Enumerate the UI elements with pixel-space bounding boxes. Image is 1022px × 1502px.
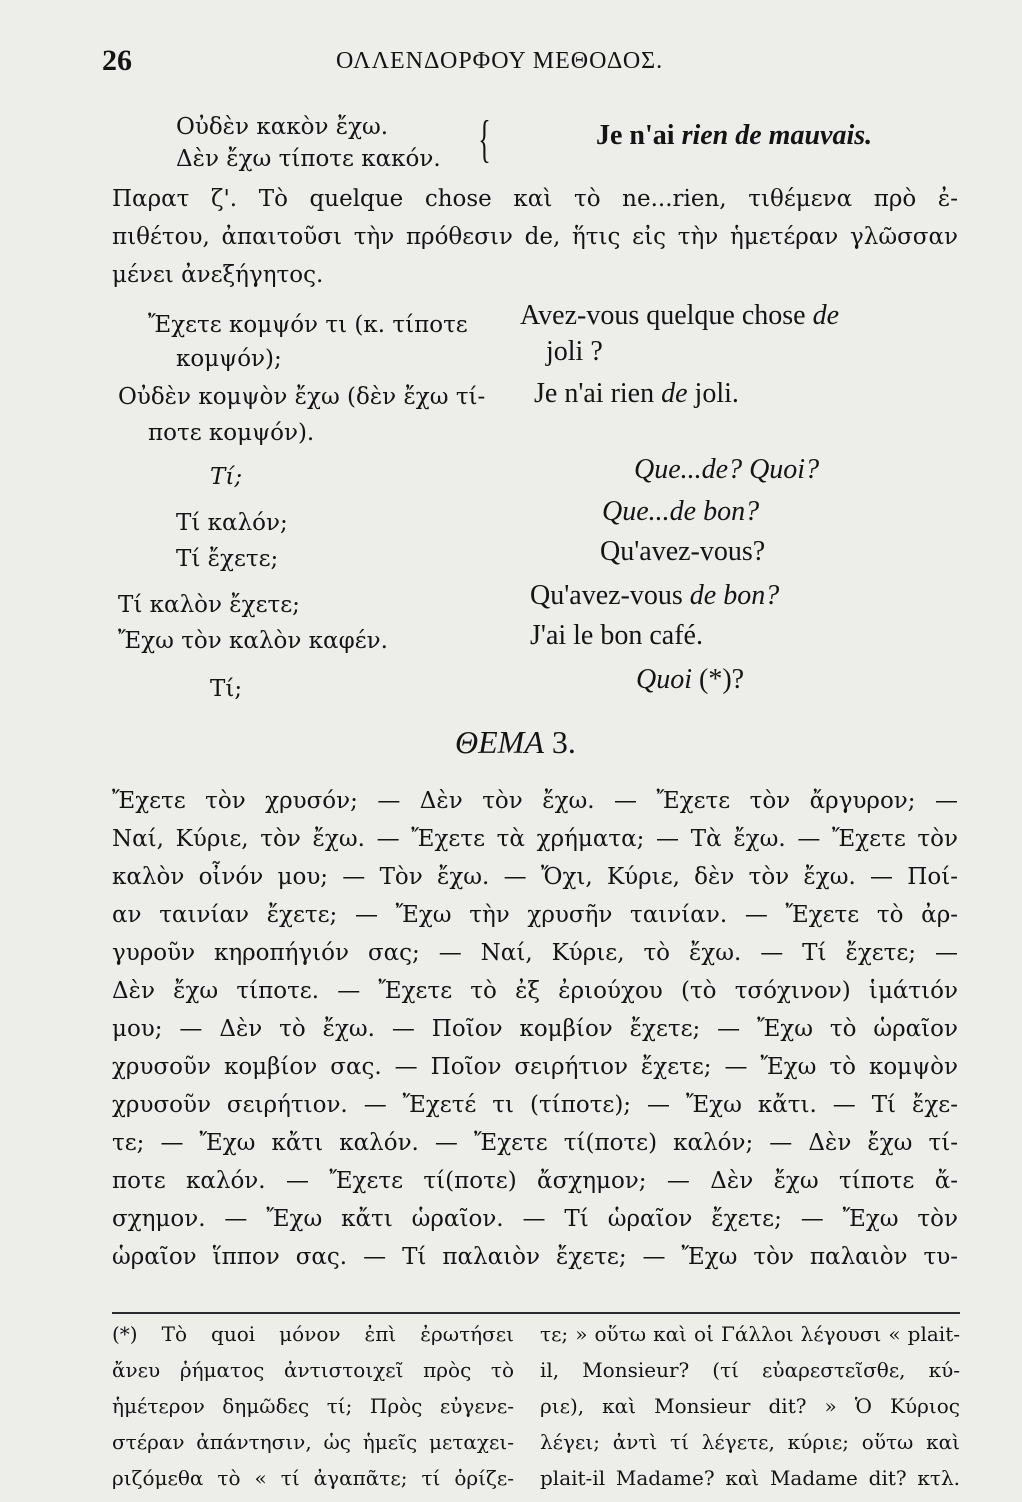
exercise-line: χρυσοῦν σειρήτιον. — Ἔχετέ τι (τίποτε); — Ἔχω κἄτι. — Τί ἔχε- [112,1092,958,1118]
footnote-line: στέραν ἀπάντησιν, ὡς ἡμεῖς μεταχει- [112,1430,514,1454]
intro-greek-line-1: Οὐδὲν κακὸν ἔχω. [176,114,389,140]
footnote-line: ἄνευ ῥήματος ἀντιστοιχεῖ πρὸς τὸ [112,1358,514,1382]
french-italic: de bon? [689,580,780,611]
exercise-line: ὡραῖον ἵππον σας. — Τί παλαιὸν ἔχετε; — Ἔχω τὸν παλαιὸν τυ- [112,1244,958,1270]
greek-line: Οὐδὲν κομψὸν ἔχω (δὲν ἔχω τί- [118,384,486,410]
greek-line: Τί; [210,676,243,702]
french-italic: de [812,300,840,331]
footnote-line: ἡμέτερον δημῶδες τί; Πρὸς εὐγενε- [112,1394,514,1418]
running-title: ΟΛΛΕΝΔΟΡΦΟΥ ΜΕΘΟΔΟΣ. [336,48,664,74]
remark-line: μένει ἀνεξήγητος. [112,262,324,288]
exercise-line: Δὲν ἔχω τίποτε. — Ἔχετε τὸ ἐξ ἐριούχου (τὸ τσόχινον) ἱμάτιόν [112,978,958,1004]
exercise-line: γυροῦν κηροπήγιόν σας; — Ναί, Κύριε, τὸ ἔχω. — Τί ἔχετε; — [112,940,958,966]
exercise-line: χρυσοῦν κομβίον σας. — Ποῖον σειρήτιον ἔχετε; — Ἔχω τὸ κομψὸν [112,1054,958,1080]
page-number: 26 [102,44,132,77]
greek-line: κομψόν); [176,346,282,372]
footnote-line: il, Monsieur? (τί εὐαρεστεῖσθε, κύ- [540,1358,960,1382]
greek-line: Ἔχετε κομψόν τι (κ. τίποτε [148,312,468,338]
greek-line: Ἔχω τὸν καλὸν καφέν. [118,628,388,654]
footnote-line: λέγει; ἀντὶ τί λέγετε, κύριε; οὕτω καὶ [540,1430,960,1454]
remark-paragraph [112,186,958,300]
intro-greek-line-2: Δὲν ἔχω τίποτε κακόν. [176,146,441,172]
french-line [530,580,779,612]
french-line [636,664,744,696]
french-italic: de [661,378,688,409]
exercise-line: Ἔχετε τὸν χρυσόν; — Δὲν τὸν ἔχω. — Ἔχετε τὸν ἄργυρον; — [112,788,958,814]
exercise-line: αν ταινίαν ἔχετε; — Ἔχω τὴν χρυσῆν ταινίαν. — Ἔχετε τὸ ἀρ- [112,902,958,928]
exercise-line: καλὸν οἶνόν μου; — Τὸν ἔχω. — Ὄχι, Κύριε, δὲν τὸν ἔχω. — Ποί- [112,864,958,890]
french-text: joli. [694,378,739,409]
intro-french-italic: rien de mauvais. [681,120,873,151]
exercise-line: Ναί, Κύριε, τὸν ἔχω. — Ἔχετε τὰ χρήματα; — Τὰ ἔχω. — Ἔχετε τὸν [112,826,958,852]
footnote-separator [112,1312,960,1314]
footnote-left-column [112,1322,514,1502]
theme-label: ΘΕΜΑ [455,724,544,760]
footnote-line: ριζόμεθα τὸ « τί ἀγαπᾶτε; τί ὁρίζε- [112,1466,514,1490]
french-line [534,378,739,410]
french-text: (*)? [699,664,745,695]
french-text: Qu'avez-vous [530,580,683,611]
greek-line: Τί ἔχετε; [176,546,279,572]
french-text: Avez-vous quelque chose [520,300,806,331]
exercise-line: σχημον. — Ἔχω κἄτι ὡραῖον. — Τί ὡραῖον ἔχετε; — Ἔχω τὸν [112,1206,958,1232]
intro-french-plain: Je n'ai [596,120,675,151]
exercise-paragraph [112,788,958,1282]
exercise-line: ποτε καλόν. — Ἔχετε τί(ποτε) ἄσχημον; — Δὲν ἔχω τίποτε ἄ- [112,1168,958,1194]
footnote-right-column [540,1322,960,1502]
french-line: Que...de? Quoi? [634,454,820,485]
french-text: Je n'ai rien [534,378,655,409]
remark-line: πιθέτου, ἀπαιτοῦσι τὴν πρόθεσιν de, ἥτις εἰς τὴν ἡμετέραν γλῶσσαν [112,224,958,250]
greek-line: ποτε κομψόν). [148,420,315,446]
french-line: Que...de bon? [602,496,760,527]
footnote-line: τε; » οὕτω καὶ οἱ Γάλλοι λέγουσι « plait- [540,1322,960,1346]
french-line: Qu'avez-vous? [600,536,766,567]
theme-heading [455,724,576,761]
french-italic: Quoi [636,664,692,695]
footnote-line: plait-il Madame? καὶ Madame dit? κτλ. [540,1466,960,1490]
french-line: joli ? [546,336,603,367]
remark-line: Παρατ ζ'. Τὸ quelque chose καὶ τὸ ne...rien, τιθέμενα πρὸ ἐ- [112,186,958,212]
french-line: J'ai le bon café. [530,620,703,651]
footnote-line: ριε), καὶ Monsieur dit? » Ὁ Κύριος [540,1394,960,1418]
greek-line: Τί καλόν; [176,510,288,536]
exercise-line: μου; — Δὲν τὸ ἔχω. — Ποῖον κομβίον ἔχετε; — Ἔχω τὸ ὡραῖον [112,1016,958,1042]
intro-french [596,120,872,152]
french-line [520,300,839,332]
greek-line: Τί καλὸν ἔχετε; [118,592,300,618]
exercise-line: τε; — Ἔχω κἄτι καλόν. — Ἔχετε τί(ποτε) καλόν; — Δὲν ἔχω τί- [112,1130,958,1156]
brace: { [478,111,491,168]
greek-line: Τί; [210,464,243,490]
footnote-line: (*) Τὸ quoi μόνον ἐπὶ ἐρωτήσει [112,1322,514,1346]
theme-number: 3. [551,724,576,760]
